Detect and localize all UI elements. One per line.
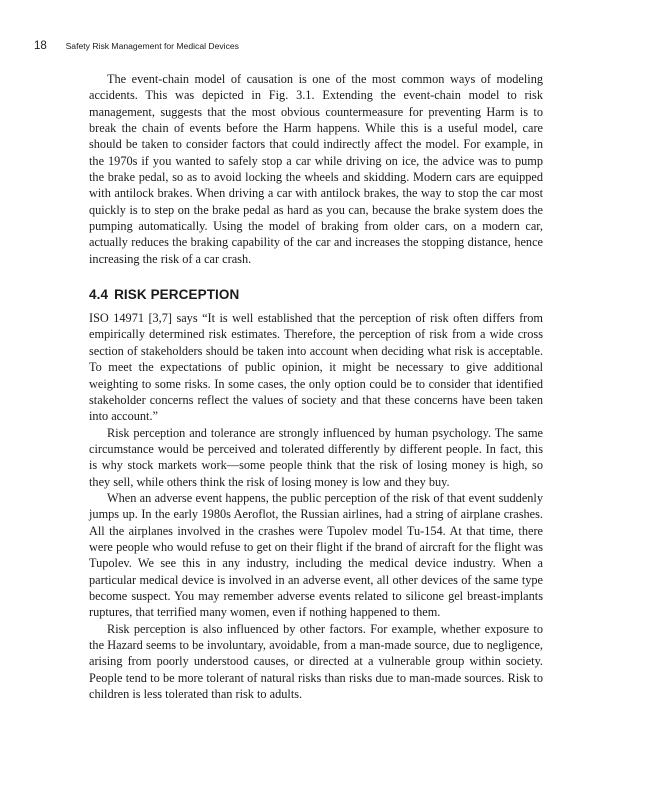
section-number: 4.4	[89, 287, 109, 303]
page-body	[89, 71, 543, 702]
paragraph-iso-quote: ISO 14971 [3,7] says “It is well established that the perception of risk often differs from empirically determined risk estimates. Therefore, the perception of risk from a wide cross section of stakeholders should be taken into account when deciding what risk is acceptable. To meet the expectations of public opinion, it might be necessary to give additional weighting to some risks. In some cases, the only option could be to consider that identified stakeholder concerns reflect the values of society and that these concerns have been taken into account.”	[89, 311, 543, 424]
paragraph-other-factors: Risk perception is also influenced by other factors. For example, whether exposure to the Hazard seems to be involuntary, avoidable, from a man-made source, due to negligence, arising from poorly understood causes, or directed at a vulnerable group within society. People tend to be more tolerant of natural risks than risks due to man-made sources. Risk to children is less tolerated than risk to adults.	[89, 621, 543, 702]
paragraph-psychology: Risk perception and tolerance are strongly influenced by human psychology. The same circumstance would be perceived and tolerated differently by different people. In fact, this is why stock markets work—some people think that the risk of losing money is high, so they sell, while others think the risk of losing money is low and they buy.	[89, 425, 543, 489]
paragraph-event-chain: The event-chain model of causation is one of the most common ways of modeling accidents. This was depicted in Fig. 3.1. Extending the event-chain model to risk management, suggests that the most obvious countermeasure for preventing Harm is to break the chain of events before the Harm happens. While this is a useful model, care should be taken to consider factors that could indirectly affect the model. For example, in the 1970s if you wanted to safely stop a car while driving on ice, the advice was to pump the brake pedal, so as to avoid locking the wheels and skidding. Modern cars are equipped with antilock brakes. When driving a car with antilock brakes, the way to stop the car most quickly is to step on the brake pedal as hard as you can, because the brake system does the pumping automatically. Using the model of braking from older cars, on a modern car, actually reduces the braking capability of the car and increases the stopping distance, hence increasing the risk of a car crash.	[89, 72, 543, 266]
section-heading	[89, 287, 543, 303]
page-number: 18	[34, 40, 47, 52]
paragraph-adverse-event: When an adverse event happens, the public perception of the risk of that event suddenly jumps up. In the early 1980s Aeroflot, the Russian airlines, had a string of airplane crashes. All the airplanes involved in the crashes were Tupolev model Tu-154. At that time, there were people who would refuse to get on their flight if the brand of aircraft for the flight was Tupolev. We see this in any industry, including the medical device industry. When a particular medical device is involved in an adverse event, all other devices of the same type become suspect. You may remember adverse events related to silicone gel breast-implants ruptures, that terrified many women, even if nothing happened to them.	[89, 490, 543, 620]
section-title: RISK PERCEPTION	[114, 287, 240, 303]
running-title: Safety Risk Management for Medical Devices	[65, 41, 239, 51]
running-header	[34, 40, 239, 53]
